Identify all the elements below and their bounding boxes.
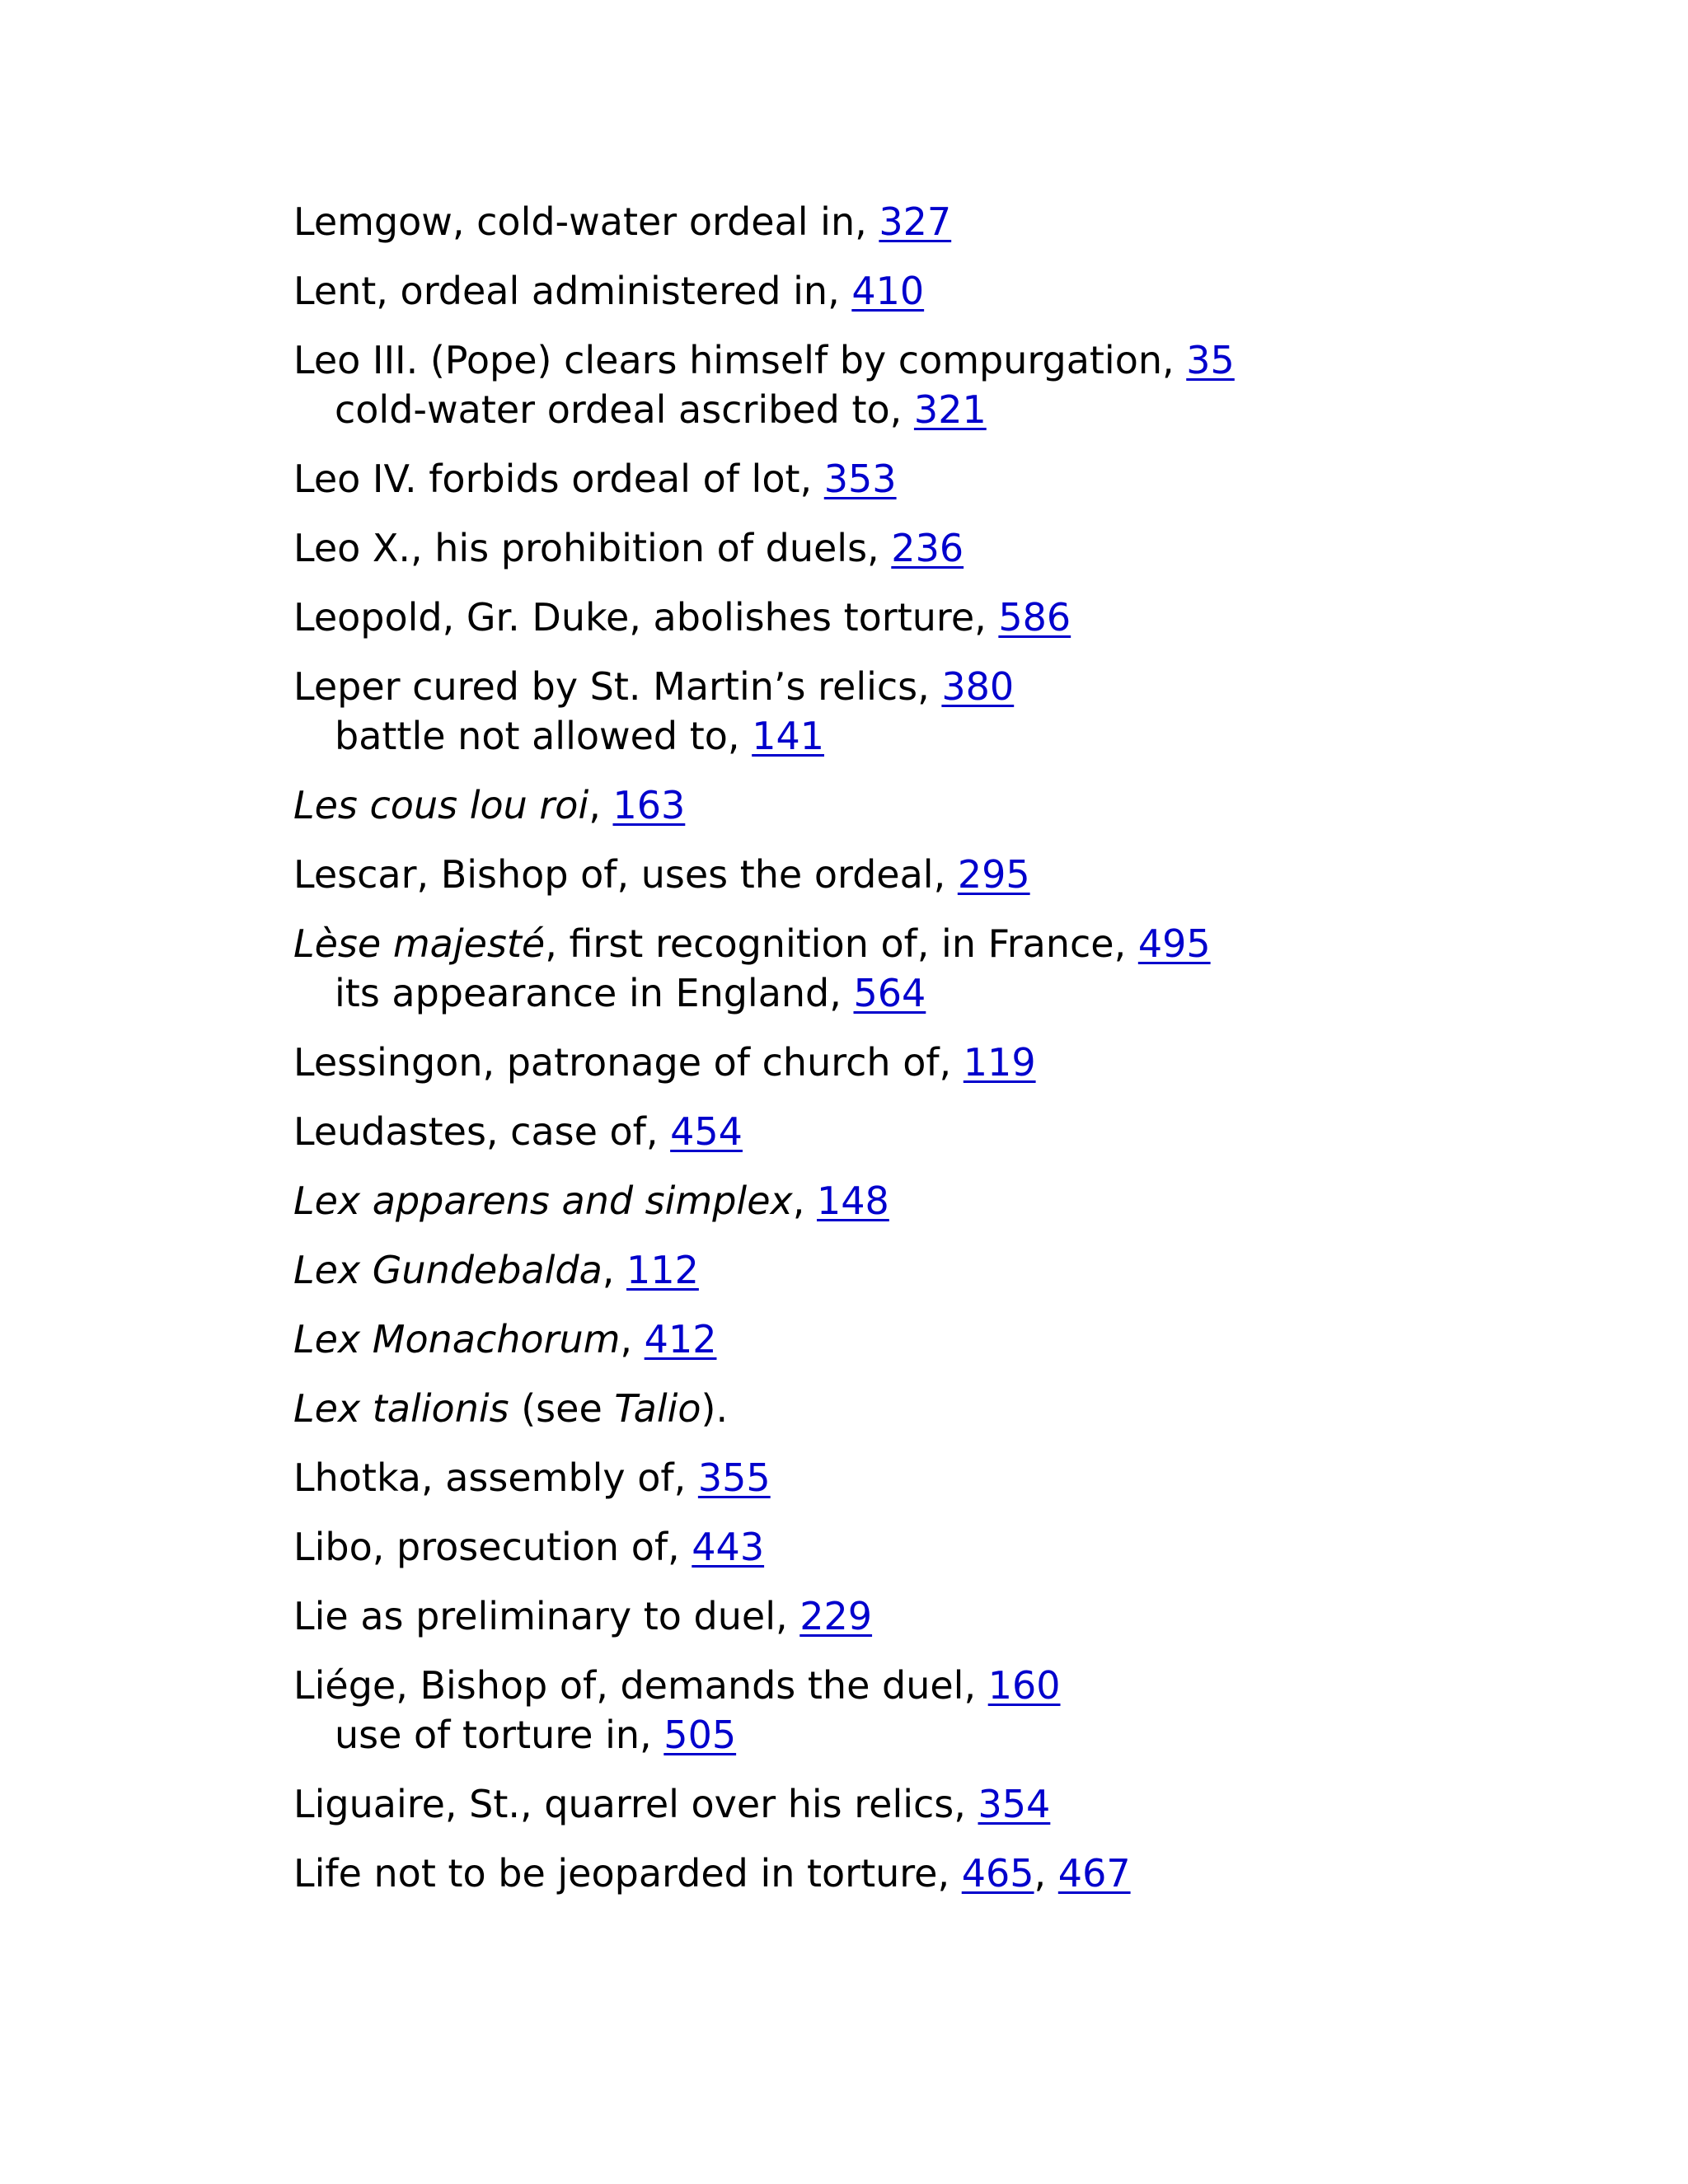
italic-term: Les cous lou roi bbox=[293, 783, 589, 827]
entry-text: Lescar, Bishop of, uses the ordeal, bbox=[293, 852, 958, 897]
entry-text: its appearance in England, bbox=[335, 971, 854, 1015]
index-entry bbox=[293, 1245, 1612, 1295]
italic-term: Lex Gundebalda bbox=[293, 1248, 603, 1292]
page-number-link[interactable]: 380 bbox=[941, 664, 1015, 709]
page-number-link[interactable]: 119 bbox=[963, 1040, 1036, 1085]
index-entry bbox=[293, 593, 1612, 642]
entry-heading-line bbox=[293, 1386, 728, 1431]
entry-heading-line bbox=[293, 1851, 1131, 1896]
entry-text: battle not allowed to, bbox=[335, 714, 753, 758]
entry-text: , bbox=[602, 1248, 627, 1292]
italic-term: Talio bbox=[614, 1386, 701, 1431]
entry-text: Life not to be jeoparded in torture, bbox=[293, 1851, 962, 1896]
entry-heading-line bbox=[293, 852, 1030, 897]
index-entry bbox=[293, 335, 1612, 434]
entry-heading-line bbox=[293, 338, 1235, 382]
entry-text: Leudastes, case of, bbox=[293, 1109, 671, 1154]
entry-heading-line bbox=[293, 1455, 771, 1500]
entry-heading-line bbox=[293, 1663, 1061, 1708]
entry-text: Lie as preliminary to duel, bbox=[293, 1594, 800, 1638]
index-entry bbox=[293, 1315, 1612, 1364]
entry-heading-line bbox=[293, 921, 1211, 966]
entry-text: Lemgow, cold-water ordeal in, bbox=[293, 199, 879, 244]
entry-text: , bbox=[1034, 1851, 1058, 1896]
index-entry bbox=[293, 1176, 1612, 1226]
entry-subline bbox=[293, 1710, 1612, 1760]
index-entry bbox=[293, 1453, 1612, 1502]
page-number-link[interactable]: 412 bbox=[644, 1317, 717, 1361]
index-entry bbox=[293, 1038, 1612, 1087]
entry-heading-line bbox=[293, 783, 685, 827]
page-number-link[interactable]: 505 bbox=[663, 1713, 737, 1757]
entry-text: Liége, Bishop of, demands the duel, bbox=[293, 1663, 988, 1708]
index-entry bbox=[293, 919, 1612, 1018]
index-entry bbox=[293, 454, 1612, 504]
entry-text: , first recognition of, in France, bbox=[545, 921, 1138, 966]
page-number-link[interactable]: 35 bbox=[1186, 338, 1235, 382]
index-entry bbox=[293, 1661, 1612, 1760]
index-entry bbox=[293, 1591, 1612, 1641]
entry-text: Leo X., his prohibition of duels, bbox=[293, 526, 892, 570]
page-number-link[interactable]: 355 bbox=[697, 1455, 771, 1500]
page-number-link[interactable]: 495 bbox=[1137, 921, 1211, 966]
entry-text: Liguaire, St., quarrel over his relics, bbox=[293, 1782, 978, 1826]
entry-subline bbox=[293, 968, 1612, 1018]
entry-text: (see bbox=[509, 1386, 615, 1431]
index-entry bbox=[293, 523, 1612, 573]
page-number-link[interactable]: 467 bbox=[1057, 1851, 1131, 1896]
page-number-link[interactable]: 160 bbox=[987, 1663, 1061, 1708]
page-number-link[interactable]: 454 bbox=[670, 1109, 743, 1154]
entry-text: Lhotka, assembly of, bbox=[293, 1455, 698, 1500]
entry-text: ). bbox=[701, 1386, 729, 1431]
entry-text: Lent, ordeal administered in, bbox=[293, 269, 852, 313]
page-number-link[interactable]: 327 bbox=[879, 199, 952, 244]
entry-subline bbox=[293, 385, 1612, 434]
page-number-link[interactable]: 410 bbox=[851, 269, 925, 313]
entry-heading-line bbox=[293, 199, 951, 244]
index-entry bbox=[293, 1107, 1612, 1156]
index-entry bbox=[293, 1849, 1612, 1898]
page-number-link[interactable]: 353 bbox=[823, 457, 897, 501]
entry-text: Leo IV. forbids ordeal of lot, bbox=[293, 457, 824, 501]
entry-subline bbox=[293, 711, 1612, 761]
entry-heading-line bbox=[293, 457, 897, 501]
entry-heading-line bbox=[293, 1179, 889, 1223]
page-number-link[interactable]: 295 bbox=[957, 852, 1030, 897]
italic-term: Lex Monachorum bbox=[293, 1317, 621, 1361]
entry-heading-line bbox=[293, 664, 1014, 709]
entry-text: Lessingon, patronage of church of, bbox=[293, 1040, 964, 1085]
index-entry bbox=[293, 1522, 1612, 1572]
entry-heading-line bbox=[293, 526, 964, 570]
page-number-link[interactable]: 163 bbox=[612, 783, 686, 827]
page-number-link[interactable]: 465 bbox=[961, 1851, 1034, 1896]
page-number-link[interactable]: 564 bbox=[853, 971, 926, 1015]
entry-text: Libo, prosecution of, bbox=[293, 1525, 692, 1569]
entry-heading-line bbox=[293, 595, 1071, 640]
entry-text: Leo III. (Pope) clears himself by compurgation, bbox=[293, 338, 1187, 382]
page-number-link[interactable]: 321 bbox=[913, 387, 987, 432]
entry-text: , bbox=[792, 1179, 817, 1223]
entry-text: Leper cured by St. Martin’s relics, bbox=[293, 664, 942, 709]
index-entry bbox=[293, 1384, 1612, 1433]
entry-heading-line bbox=[293, 1248, 699, 1292]
index-page bbox=[293, 197, 1612, 1918]
entry-text: cold-water ordeal ascribed to, bbox=[335, 387, 914, 432]
entry-text: Leopold, Gr. Duke, abolishes torture, bbox=[293, 595, 999, 640]
index-entry bbox=[293, 780, 1612, 830]
entry-heading-line bbox=[293, 269, 924, 313]
entry-text: use of torture in, bbox=[335, 1713, 664, 1757]
page-number-link[interactable]: 141 bbox=[752, 714, 824, 758]
italic-term: Lèse majesté bbox=[293, 921, 546, 966]
entry-heading-line bbox=[293, 1525, 764, 1569]
entry-heading-line bbox=[293, 1594, 872, 1638]
index-entry bbox=[293, 1779, 1612, 1829]
page-number-link[interactable]: 229 bbox=[799, 1594, 873, 1638]
page-number-link[interactable]: 586 bbox=[998, 595, 1071, 640]
page-number-link[interactable]: 112 bbox=[626, 1248, 699, 1292]
index-entry bbox=[293, 850, 1612, 899]
page-number-link[interactable]: 443 bbox=[692, 1525, 765, 1569]
page-number-link[interactable]: 354 bbox=[978, 1782, 1051, 1826]
italic-term: Lex talionis bbox=[293, 1386, 509, 1431]
index-entry bbox=[293, 197, 1612, 246]
entry-heading-line bbox=[293, 1109, 743, 1154]
entry-heading-line bbox=[293, 1040, 1036, 1085]
index-entry bbox=[293, 662, 1612, 761]
entry-text: , bbox=[620, 1317, 645, 1361]
page-number-link[interactable]: 236 bbox=[891, 526, 964, 570]
page-number-link[interactable]: 148 bbox=[816, 1179, 889, 1223]
italic-term: Lex apparens and simplex bbox=[293, 1179, 793, 1223]
index-entry bbox=[293, 266, 1612, 316]
entry-text: , bbox=[588, 783, 613, 827]
entry-heading-line bbox=[293, 1317, 716, 1361]
entry-heading-line bbox=[293, 1782, 1050, 1826]
